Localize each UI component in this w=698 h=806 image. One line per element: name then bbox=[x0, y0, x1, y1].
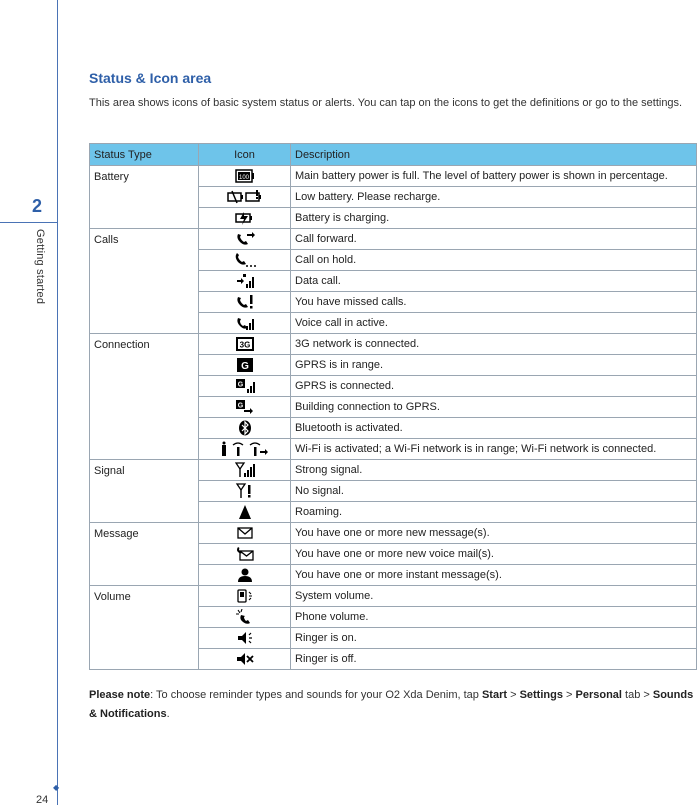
page-number: 24 bbox=[36, 794, 49, 806]
table-row bbox=[90, 334, 697, 355]
icon-cell bbox=[199, 229, 291, 250]
gprs-connecting-icon bbox=[235, 401, 255, 413]
description-cell: Roaming. bbox=[291, 502, 697, 523]
icon-cell bbox=[199, 208, 291, 229]
description-cell: Main battery power is full. The level of battery power is shown in percentage. bbox=[291, 166, 697, 187]
data-call-icon bbox=[235, 275, 255, 287]
battery-charging-icon bbox=[235, 212, 255, 224]
gprs-range-icon bbox=[235, 359, 255, 371]
description-cell: You have missed calls. bbox=[291, 292, 697, 313]
status-icon-table bbox=[89, 143, 697, 670]
icon-cell bbox=[199, 418, 291, 439]
description-cell: Phone volume. bbox=[291, 607, 697, 628]
description-cell: Voice call in active. bbox=[291, 313, 697, 334]
icon-cell bbox=[199, 523, 291, 544]
table-header-row bbox=[90, 144, 697, 166]
call-forward-icon bbox=[235, 233, 255, 245]
table-row bbox=[90, 460, 697, 481]
icon-cell bbox=[199, 376, 291, 397]
header-status-type: Status Type bbox=[90, 144, 199, 166]
voice-call-icon bbox=[235, 317, 255, 329]
status-type-cell: Signal bbox=[90, 460, 199, 523]
status-type-cell: Battery bbox=[90, 166, 199, 229]
description-cell: Data call. bbox=[291, 271, 697, 292]
note-sep: > bbox=[562, 689, 576, 701]
sidebar-divider bbox=[57, 0, 58, 805]
description-cell: No signal. bbox=[291, 481, 697, 502]
description-cell: Bluetooth is activated. bbox=[291, 418, 697, 439]
section-intro: This area shows icons of basic system status or alerts. You can tap on the icons to get the definitions or go to the settings. bbox=[89, 97, 683, 109]
svg-text:100: 100 bbox=[238, 175, 249, 181]
description-cell: 3G network is connected. bbox=[291, 334, 697, 355]
icon-cell bbox=[199, 439, 291, 460]
status-type-cell: Message bbox=[90, 523, 199, 586]
note-personal: Personal bbox=[575, 689, 622, 701]
description-cell: GPRS is connected. bbox=[291, 376, 697, 397]
bluetooth-icon bbox=[235, 422, 255, 434]
battery-low-icon bbox=[227, 191, 263, 203]
call-hold-icon bbox=[233, 254, 257, 266]
note-sep: > bbox=[507, 689, 520, 701]
new-message-icon bbox=[235, 527, 255, 539]
table-body bbox=[90, 166, 697, 670]
description-cell: You have one or more instant message(s). bbox=[291, 565, 697, 586]
description-cell: Ringer is off. bbox=[291, 649, 697, 670]
table-row bbox=[90, 523, 697, 544]
strong-signal-icon bbox=[235, 464, 255, 476]
description-cell: System volume. bbox=[291, 586, 697, 607]
icon-cell bbox=[199, 481, 291, 502]
note-label: Please note bbox=[89, 689, 151, 701]
description-cell: Wi-Fi is activated; a Wi-Fi network is in range; Wi-Fi network is connected. bbox=[291, 439, 697, 460]
header-icon: Icon bbox=[199, 144, 291, 166]
wifi-icon bbox=[219, 443, 271, 455]
icon-cell bbox=[199, 544, 291, 565]
table-row bbox=[90, 229, 697, 250]
phone-volume-icon bbox=[235, 611, 255, 623]
section-title: Status & Icon area bbox=[89, 70, 212, 86]
icon-cell bbox=[199, 397, 291, 418]
icon-cell bbox=[199, 292, 291, 313]
chapter-number: 2 bbox=[32, 196, 43, 216]
note-settings: Settings bbox=[519, 689, 563, 701]
icon-cell bbox=[199, 502, 291, 523]
description-cell: Strong signal. bbox=[291, 460, 697, 481]
note-text: tab > bbox=[621, 689, 653, 701]
chapter-title: Getting started bbox=[34, 229, 46, 305]
icon-cell bbox=[199, 334, 291, 355]
status-type-cell: Connection bbox=[90, 334, 199, 460]
battery-full-icon bbox=[235, 170, 255, 182]
no-signal-icon bbox=[235, 485, 255, 497]
icon-cell bbox=[199, 250, 291, 271]
description-cell: Ringer is on. bbox=[291, 628, 697, 649]
instant-message-icon bbox=[235, 569, 255, 581]
missed-call-icon bbox=[235, 296, 255, 308]
status-type-cell: Volume bbox=[90, 586, 199, 670]
icon-cell bbox=[199, 355, 291, 376]
note-text: . bbox=[166, 708, 170, 720]
ringer-on-icon bbox=[235, 632, 255, 644]
icon-cell bbox=[199, 586, 291, 607]
description-cell: Building connection to GPRS. bbox=[291, 397, 697, 418]
icon-cell bbox=[199, 565, 291, 586]
table-row bbox=[90, 586, 697, 607]
description-cell: You have one or more new voice mail(s). bbox=[291, 544, 697, 565]
table-row bbox=[90, 166, 697, 187]
icon-cell bbox=[199, 607, 291, 628]
icon-cell bbox=[199, 271, 291, 292]
system-volume-icon bbox=[235, 590, 255, 602]
description-cell: GPRS is in range. bbox=[291, 355, 697, 376]
note-paragraph bbox=[89, 686, 698, 724]
chapter-tab-line bbox=[0, 222, 58, 223]
svg-text:G: G bbox=[240, 361, 249, 372]
description-cell: Call forward. bbox=[291, 229, 697, 250]
gprs-connected-icon bbox=[235, 380, 255, 392]
note-text: : To choose reminder types and sounds for your O2 Xda Denim, tap bbox=[150, 689, 482, 701]
svg-text:G: G bbox=[237, 402, 243, 410]
icon-cell bbox=[199, 628, 291, 649]
description-cell: Battery is charging. bbox=[291, 208, 697, 229]
status-type-cell: Calls bbox=[90, 229, 199, 334]
roaming-icon bbox=[235, 506, 255, 518]
icon-cell bbox=[199, 313, 291, 334]
icon-cell bbox=[199, 460, 291, 481]
3g-icon bbox=[235, 338, 255, 350]
note-sounds: Sounds & Notifications bbox=[89, 689, 694, 720]
svg-text:3G: 3G bbox=[239, 340, 250, 350]
description-cell: Call on hold. bbox=[291, 250, 697, 271]
ringer-off-icon bbox=[235, 653, 255, 665]
icon-cell bbox=[199, 649, 291, 670]
icon-cell bbox=[199, 166, 291, 187]
svg-text:G: G bbox=[237, 381, 243, 389]
voice-mail-icon bbox=[235, 548, 255, 560]
diamond-bullet-icon: ◆ bbox=[53, 783, 60, 792]
header-description: Description bbox=[291, 144, 697, 166]
description-cell: Low battery. Please recharge. bbox=[291, 187, 697, 208]
note-start: Start bbox=[481, 689, 508, 701]
description-cell: You have one or more new message(s). bbox=[291, 523, 697, 544]
icon-cell bbox=[199, 187, 291, 208]
